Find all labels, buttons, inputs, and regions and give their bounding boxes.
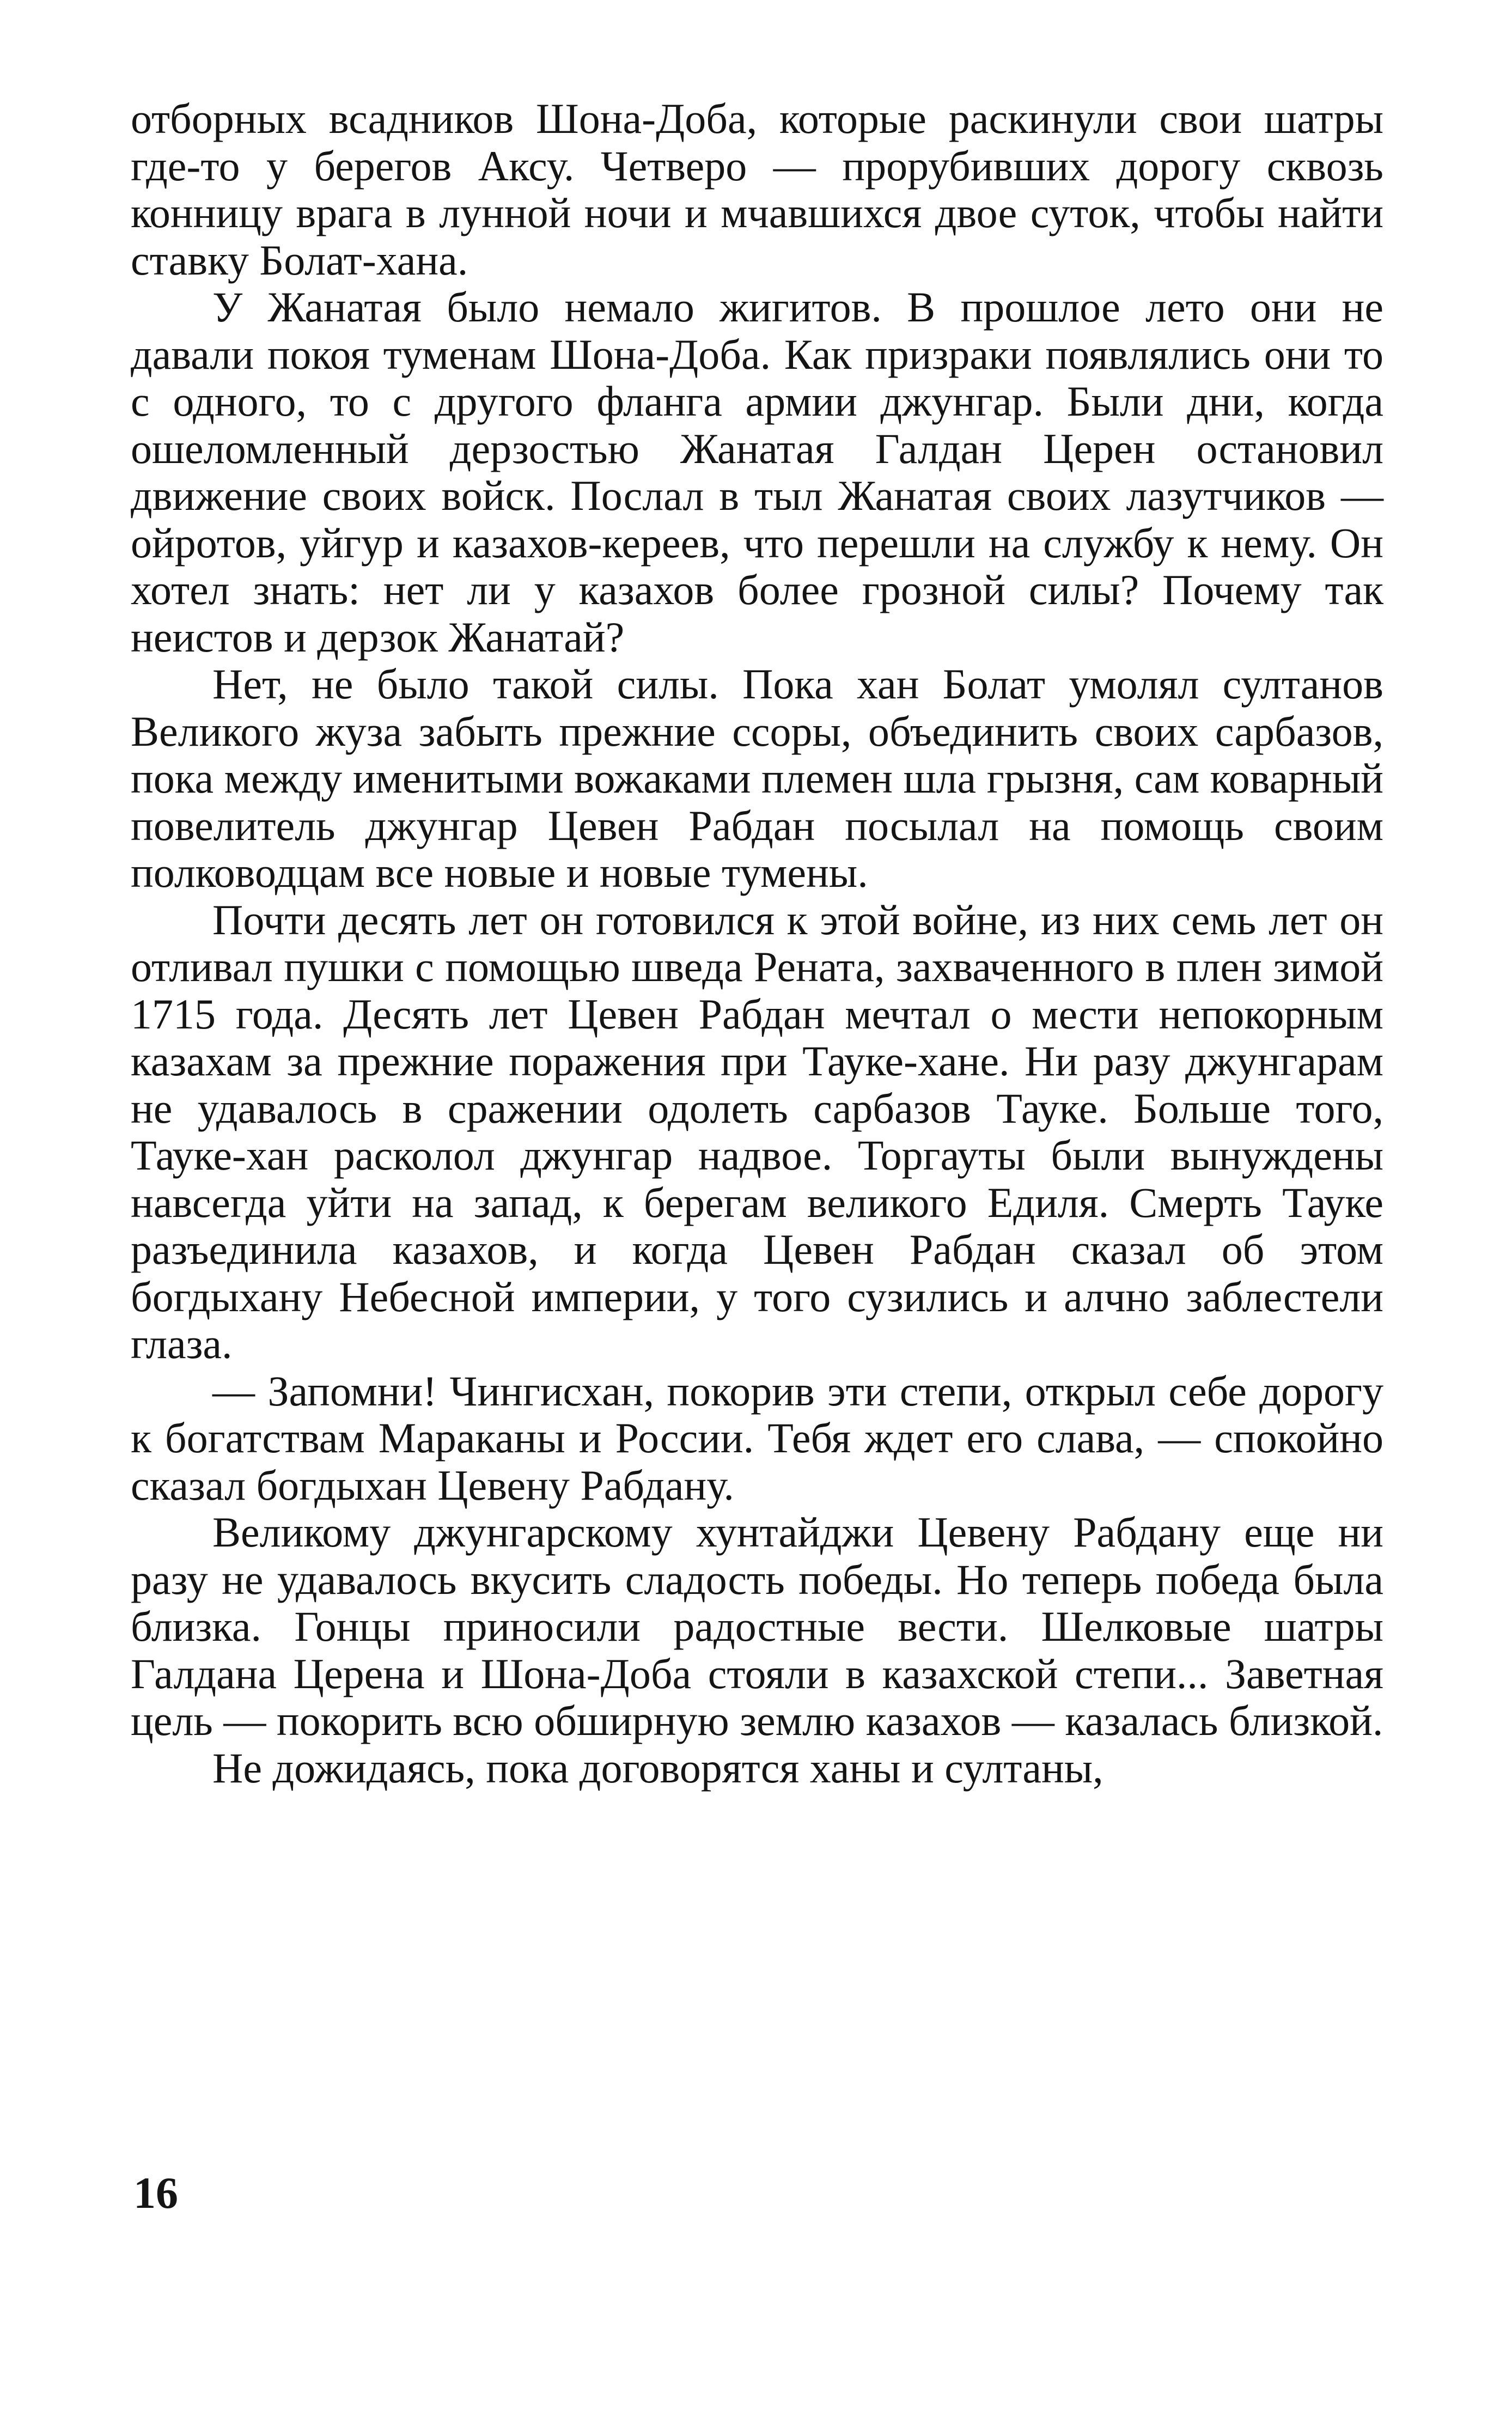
paragraph: Почти десять лет он готовился к этой войне, из них семь лет он отливал пушки с помощью шведа Рената, захваченного в плен зимой 1715 года. Десять лет Цевен Рабдан мечтал о мести непокорным казахам за прежние поражения при Тауке-хане. Ни разу джунгарам не удавалось в сражении одолеть сарбазов Тауке. Больше того, Тауке-хан расколол джунгар надвое. Торгауты были вынуждены навсегда уйти на запад, к берегам великого Едиля. Смерть Тауке разъединила казахов, и когда Цевен Рабдан сказал об этом богдыхану Небесной империи, у того сузились и алчно заблестели глаза. <box>131 896 1383 1367</box>
paragraph-last: Не дожидаясь, пока договорятся ханы и султаны, <box>212 1744 1103 1792</box>
paragraph-continuation: отборных всадников Шона-Доба, которые раскинули свои шатры где-то у берегов Аксу. Четверо — прорубивших дорогу сквозь конницу врага в лунной ночи и мчавшихся двое суток, чтобы найти ставку Болат-хана. <box>131 95 1383 284</box>
paragraph: У Жанатая было немало жигитов. В прошлое лето они не давали покоя туменам Шона-Доба. Как призраки появлялись они то с одного, то с другого фланга армии джунгар. Были дни, когда ошеломленный дерзостью Жанатая Галдан Церен остановил движение своих войск. Послал в тыл Жанатая своих лазутчиков — ойротов, уйгур и казахов-кереев, что перешли на службу к нему. Он хотел знать: нет ли у казахов более грозной силы? Почему так неистов и дерзок Жанатай? <box>131 283 1383 661</box>
paragraph: Великому джунгарскому хунтайджи Цевену Рабдану еще ни разу не удавалось вкусить сладость победы. Но теперь победа была близка. Гонцы приносили радостные вести. Шелковые шатры Галдана Церена и Шона-Доба стояли в казахской степи... Заветная цель — покорить всю обширную землю казахов — казалась близкой. <box>131 1508 1383 1744</box>
paragraph: Нет, не было такой силы. Пока хан Болат умолял султанов Великого жуза забыть прежние ссоры, объединить своих сарбазов, пока между именитыми вожаками племен шла грызня, сам коварный повелитель джунгар Цевен Рабдан посылал на помощь своим полководцам все новые и новые тумены. <box>131 660 1383 896</box>
page-number: 16 <box>133 2168 178 2218</box>
paragraph-dialogue: — Запомни! Чингисхан, покорив эти степи, открыл себе дорогу к богатствам Мараканы и России. Тебя ждет его слава, — спокойно сказал богдыхан Цевену Рабдану. <box>131 1367 1383 1509</box>
body-text <box>131 95 1383 1792</box>
